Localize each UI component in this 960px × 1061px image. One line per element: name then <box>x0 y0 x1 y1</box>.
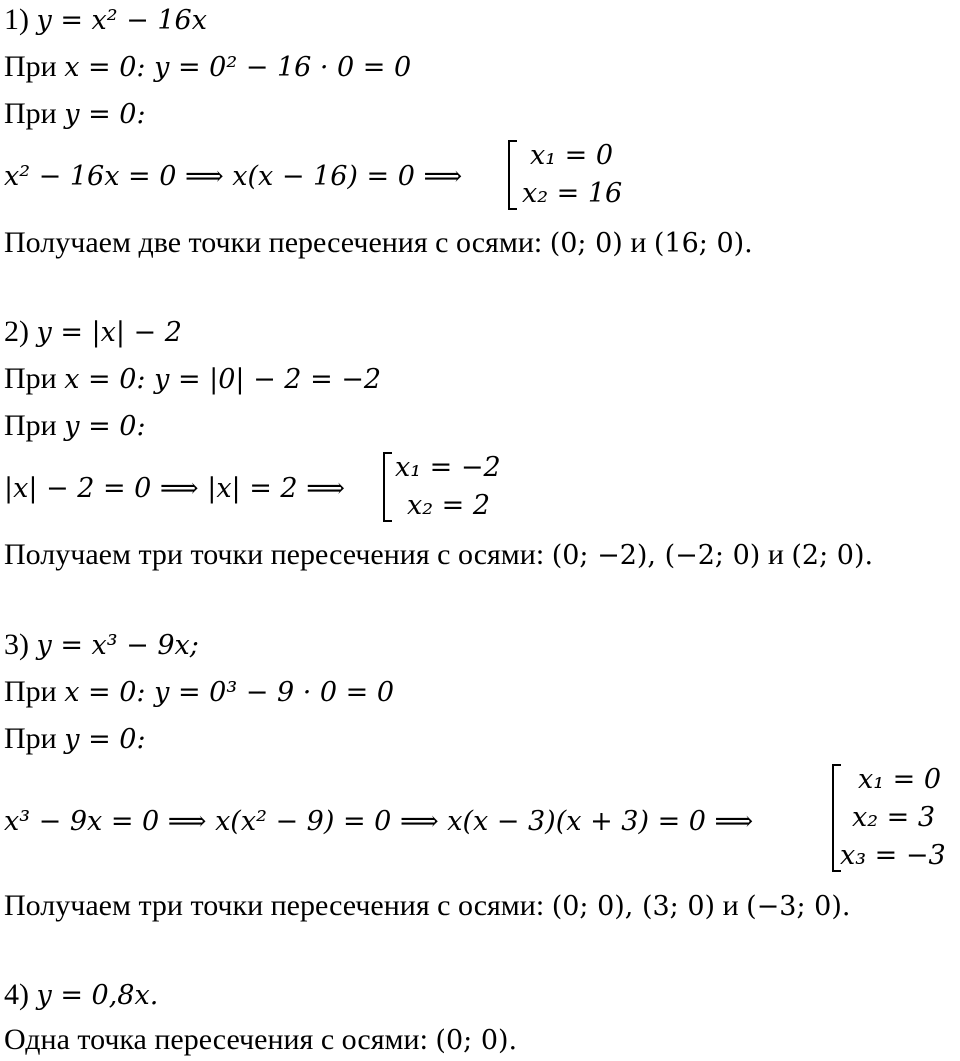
bracket <box>508 140 517 210</box>
section-1-y-zero <box>4 96 146 133</box>
section-1-title <box>4 2 207 39</box>
root: x₁ = −2 <box>395 452 501 483</box>
result-and: и <box>715 889 747 922</box>
condition: y = 0: <box>64 99 146 130</box>
root: x₁ = 0 <box>858 764 942 795</box>
function-formula: y = x³ − 9x; <box>36 630 199 661</box>
condition: x = 0: <box>64 52 155 83</box>
section-4-result <box>4 1022 517 1059</box>
section-2-x-zero <box>4 361 381 398</box>
function-formula: y = x² − 16x <box>36 5 207 36</box>
section-number: 1) <box>4 3 37 36</box>
result-and: и <box>760 538 792 571</box>
label-pri: При <box>4 50 65 83</box>
result-label: Получаем две точки пересечения с осями: <box>4 226 550 259</box>
function-formula: y = |x| − 2 <box>36 317 182 348</box>
label-pri: При <box>4 675 65 708</box>
root: x₂ = 2 <box>407 490 491 521</box>
root: x₃ = −3 <box>840 840 946 871</box>
label-pri: При <box>4 722 65 755</box>
result-points: (0; −2), (−2; 0) <box>551 540 761 571</box>
section-number: 3) <box>4 628 37 661</box>
section-2-result <box>4 537 873 574</box>
equation: |x| − 2 = 0 ⟹ |x| = 2 ⟹ <box>4 473 345 504</box>
condition: y = 0: <box>64 724 146 755</box>
section-1-x-zero <box>4 49 411 86</box>
result-label: Получаем три точки пересечения с осями: <box>4 889 552 922</box>
equation: x³ − 9x = 0 ⟹ x(x² − 9) = 0 ⟹ x(x − 3)(x + 3) = 0 ⟹ <box>4 806 754 837</box>
section-2-equation <box>4 470 345 507</box>
section-2-y-zero <box>4 408 146 445</box>
section-3-title <box>4 627 199 664</box>
computation: y = 0² − 16 · 0 = 0 <box>154 52 412 83</box>
label-pri: При <box>4 97 65 130</box>
section-3-y-zero <box>4 721 146 758</box>
section-3-roots-system <box>832 762 958 874</box>
section-number: 4) <box>4 978 37 1011</box>
label-pri: При <box>4 362 65 395</box>
result-and: и <box>622 226 654 259</box>
result-points: (0; 0). <box>435 1025 518 1056</box>
computation: y = 0³ − 9 · 0 = 0 <box>154 677 395 708</box>
bracket <box>383 452 392 522</box>
result-label: Одна точка пересечения с осями: <box>4 1023 436 1056</box>
section-2-roots-system <box>383 450 533 524</box>
root: x₂ = 16 <box>522 178 623 209</box>
section-3-equation <box>4 803 753 840</box>
condition: x = 0: <box>64 677 155 708</box>
section-3-result <box>4 888 850 925</box>
section-3-x-zero <box>4 674 394 711</box>
section-4-title <box>4 977 158 1014</box>
result-points: (0; 0) <box>549 228 623 259</box>
section-1-equation <box>4 158 462 195</box>
label-pri: При <box>4 409 65 442</box>
root: x₂ = 3 <box>852 802 936 833</box>
result-point: (16; 0). <box>653 228 753 259</box>
root: x₁ = 0 <box>530 140 614 171</box>
result-label: Получаем три точки пересечения с осями: <box>4 538 552 571</box>
section-1-roots-system <box>508 138 648 212</box>
function-formula: y = 0,8x. <box>36 980 159 1011</box>
condition: y = 0: <box>64 411 146 442</box>
section-1-result <box>4 225 753 262</box>
result-point: (−3; 0). <box>746 891 851 922</box>
result-point: (2; 0). <box>791 540 874 571</box>
section-2-title <box>4 314 182 351</box>
result-points: (0; 0), (3; 0) <box>551 891 716 922</box>
section-number: 2) <box>4 315 37 348</box>
equation: x² − 16x = 0 ⟹ x(x − 16) = 0 ⟹ <box>4 161 463 192</box>
computation: y = |0| − 2 = −2 <box>154 364 382 395</box>
condition: x = 0: <box>64 364 155 395</box>
